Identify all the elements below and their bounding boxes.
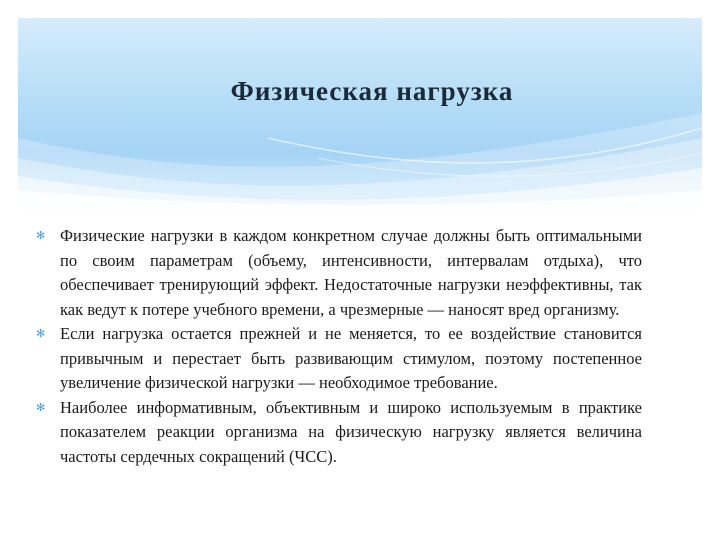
asterisk-bullet-icon: ✻ xyxy=(36,328,46,340)
asterisk-bullet-icon: ✻ xyxy=(36,230,46,242)
bullet-text: Наиболее информативным, объективным и широко используемым в практике показателем реакции организма на физическую нагрузку является величина частоты сердечных сокращений (ЧСС). xyxy=(60,397,642,466)
bullet-text: Если нагрузка остается прежней и не меняется, то ее воздействие становится привычным и перестает быть развивающим стимулом, поэтому постепенное увеличение физической нагрузки — необходимое требование. xyxy=(60,324,642,392)
header-wave-decoration xyxy=(18,18,702,210)
bullet-text: Физические нагрузки в каждом конкретном случае должны быть оптимальными по своим параметрам (объему, интенсивности, интервалам отдыха), что обеспечивает тренирующий эффект. Недостаточные нагрузки неэффективны, так как ведут к потере учебного времени, а чрезмерные — наносят вред организму. xyxy=(60,226,642,319)
asterisk-bullet-icon: ✻ xyxy=(36,401,46,414)
list-item xyxy=(36,322,642,396)
slide-title: Физическая нагрузка xyxy=(230,76,514,106)
header-band xyxy=(18,18,702,210)
bullet-list xyxy=(36,224,642,469)
list-item xyxy=(36,396,642,470)
list-item xyxy=(36,224,642,322)
